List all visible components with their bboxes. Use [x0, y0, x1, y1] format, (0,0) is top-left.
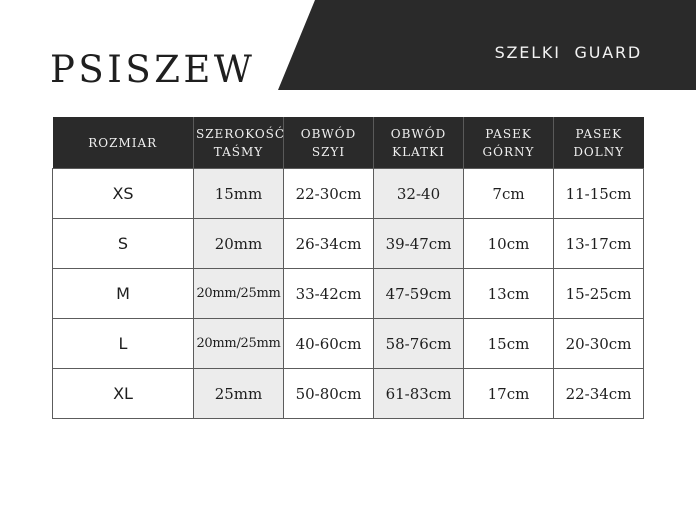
table-cell: 7cm	[464, 169, 554, 219]
size-cell: S	[53, 219, 194, 269]
table-cell: 15cm	[464, 319, 554, 369]
table-row	[53, 369, 644, 419]
table-cell: 39-47cm	[374, 219, 464, 269]
table-cell: 20mm/25mm	[194, 269, 284, 319]
table-cell: 20mm/25mm	[194, 319, 284, 369]
header-cell: OBWÓD KLATKI	[374, 117, 464, 169]
table-cell: 11-15cm	[554, 169, 644, 219]
product-name: SZELKI GUARD	[494, 43, 642, 62]
table-header-row	[53, 117, 644, 169]
table-cell: 58-76cm	[374, 319, 464, 369]
table-cell: 13-17cm	[554, 219, 644, 269]
table-cell: 47-59cm	[374, 269, 464, 319]
table-cell: 13cm	[464, 269, 554, 319]
header-cell: SZEROKOŚĆ TAŚMY	[194, 117, 284, 169]
table-cell: 33-42cm	[284, 269, 374, 319]
size-cell: L	[53, 319, 194, 369]
size-chart-table	[52, 117, 644, 419]
table-row	[53, 169, 644, 219]
table-cell: 17cm	[464, 369, 554, 419]
size-cell: XS	[53, 169, 194, 219]
header-cell: PASEK GÓRNY	[464, 117, 554, 169]
table-cell: 15mm	[194, 169, 284, 219]
table-row	[53, 219, 644, 269]
table-cell: 15-25cm	[554, 269, 644, 319]
brand-logo: PSISZEW	[50, 48, 256, 91]
table-cell: 22-34cm	[554, 369, 644, 419]
table-cell: 25mm	[194, 369, 284, 419]
table-cell: 20mm	[194, 219, 284, 269]
table-cell: 32-40	[374, 169, 464, 219]
table-cell: 22-30cm	[284, 169, 374, 219]
table-cell: 10cm	[464, 219, 554, 269]
table-cell: 20-30cm	[554, 319, 644, 369]
table-cell: 40-60cm	[284, 319, 374, 369]
header-cell: PASEK DOLNY	[554, 117, 644, 169]
table-cell: 61-83cm	[374, 369, 464, 419]
size-cell: M	[53, 269, 194, 319]
table-cell: 50-80cm	[284, 369, 374, 419]
table-row	[53, 269, 644, 319]
table-cell: 26-34cm	[284, 219, 374, 269]
header-cell: OBWÓD SZYI	[284, 117, 374, 169]
table-row	[53, 319, 644, 369]
header-cell: ROZMIAR	[53, 117, 194, 169]
size-cell: XL	[53, 369, 194, 419]
